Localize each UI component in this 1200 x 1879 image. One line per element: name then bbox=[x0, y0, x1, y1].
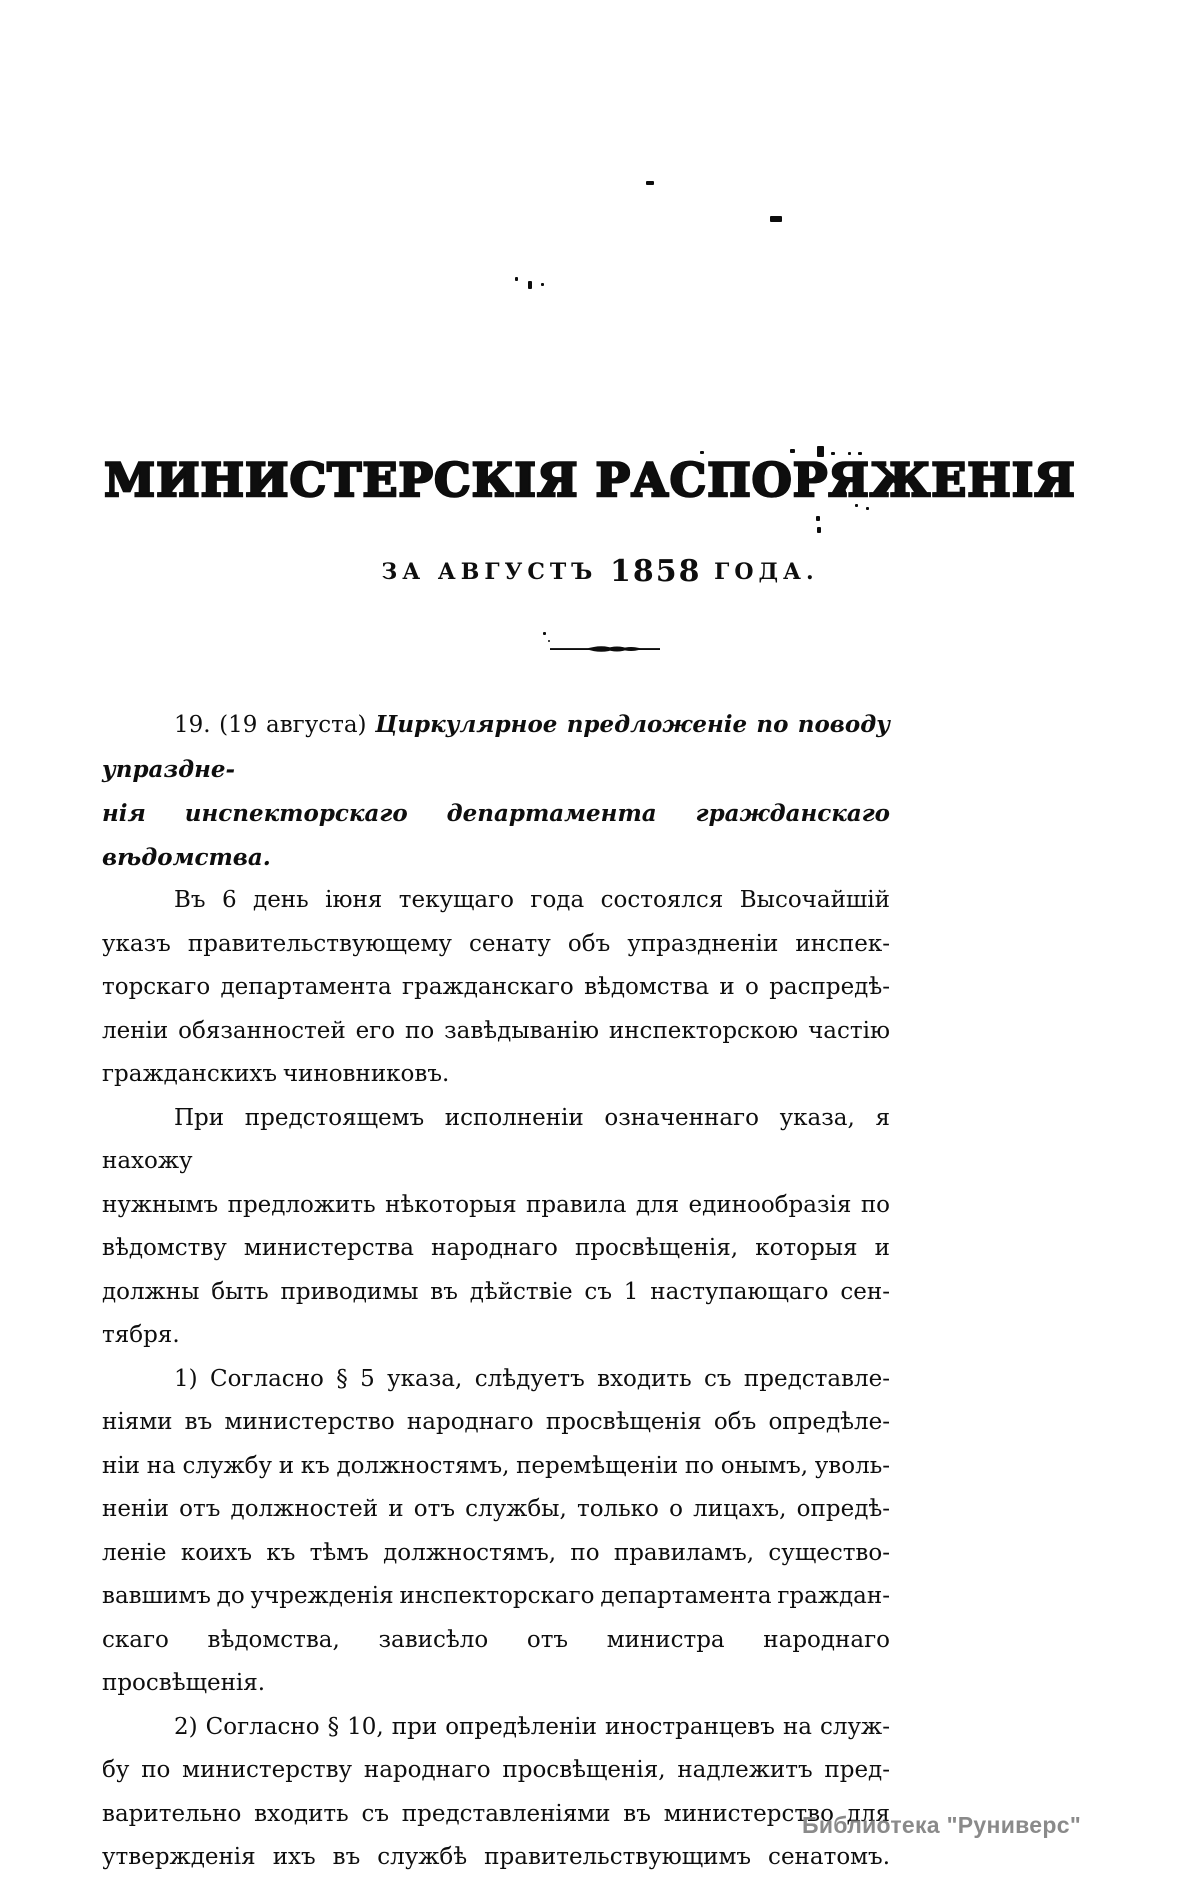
text-line: 1) Согласно § 5 указа, слѣдуетъ входить съ представле- bbox=[174, 1365, 890, 1392]
subtitle-text-pre: ЗА АВГУСТЪ bbox=[381, 559, 598, 585]
text-line: должны быть приводимы въ дѣйствіе съ 1 наступающаго сен- bbox=[102, 1278, 890, 1305]
text-line: вавшимъ до учрежденія инспекторскаго департамента граждан- bbox=[102, 1583, 890, 1609]
subtitle-year: 1858 bbox=[609, 554, 702, 589]
text-line: торскаго департамента гражданскаго вѣдомства и о распредѣ- bbox=[102, 974, 890, 1000]
scan-speck bbox=[866, 507, 869, 510]
text-line: 2) Согласно § 10, при опредѣленіи иностранцевъ на служ- bbox=[174, 1713, 890, 1740]
text-line: Въ 6 день іюня текущаго года состоялся Высочайшій bbox=[174, 887, 890, 913]
entry-title-italic: Циркулярное предложеніе по поводу упраздне- bbox=[102, 711, 890, 783]
entry-number: 19. (19 августа) bbox=[174, 712, 376, 738]
document-body bbox=[102, 703, 890, 1879]
text-line: нужнымъ предложить нѣкоторыя правила для единообразія по bbox=[102, 1191, 890, 1218]
library-watermark: Библиотека "Руниверс" bbox=[802, 1812, 1082, 1838]
scan-speck bbox=[528, 281, 532, 289]
text-line: неніи отъ должностей и отъ службы, только о лицахъ, опредѣ- bbox=[102, 1496, 890, 1522]
subtitle-text-post: ГОДА. bbox=[714, 559, 819, 585]
text-line: нія инспекторскаго департамента гражданскаго вѣдомства. bbox=[102, 800, 890, 871]
scan-speck bbox=[541, 283, 544, 286]
section-divider-ornament bbox=[550, 641, 660, 657]
text-line: указъ правительствующему сенату объ упраздненіи инспек- bbox=[102, 930, 890, 957]
scan-speck bbox=[515, 277, 518, 281]
scan-speck bbox=[816, 516, 820, 521]
scan-speck bbox=[543, 632, 546, 635]
text-line: варительно входить съ представленіями въ министерство для bbox=[102, 1800, 890, 1827]
page-title: МИНИСТЕРСКІЯ РАСПОРЯЖЕНІЯ bbox=[104, 453, 1076, 507]
scan-speck bbox=[817, 527, 821, 533]
text-line: леніи обязанностей его по завѣдыванію инспекторскою частію bbox=[102, 1017, 890, 1044]
scan-speck bbox=[646, 181, 654, 185]
text-line: бу по министерству народнаго просвѣщенія, надлежитъ пред- bbox=[102, 1757, 890, 1783]
text-line: скаго вѣдомства, зависѣло отъ министра народнаго просвѣщенія. bbox=[102, 1626, 890, 1696]
page-subtitle bbox=[0, 554, 1200, 589]
text-line: тября. bbox=[102, 1322, 180, 1348]
text-line: леніе коихъ къ тѣмъ должностямъ, по правиламъ, существо- bbox=[102, 1539, 890, 1566]
text-line: вѣдомству министерства народнаго просвѣщенія, которыя и bbox=[102, 1235, 890, 1261]
text-line: гражданскихъ чиновниковъ. bbox=[102, 1061, 450, 1087]
divider-ornament-graphic bbox=[550, 641, 660, 657]
scan-speck bbox=[770, 216, 782, 222]
text-line bbox=[102, 703, 890, 792]
text-line: ніями въ министерство народнаго просвѣщенія объ опредѣле- bbox=[102, 1409, 890, 1435]
text-line: утвержденія ихъ въ службѣ правительствующимъ сенатомъ. bbox=[102, 1844, 890, 1870]
text-line: При предстоящемъ исполненіи означеннаго указа, я нахожу bbox=[102, 1104, 890, 1174]
text-line: ніи на службу и къ должностямъ, перемѣщеніи по онымъ, уволь- bbox=[102, 1452, 890, 1479]
